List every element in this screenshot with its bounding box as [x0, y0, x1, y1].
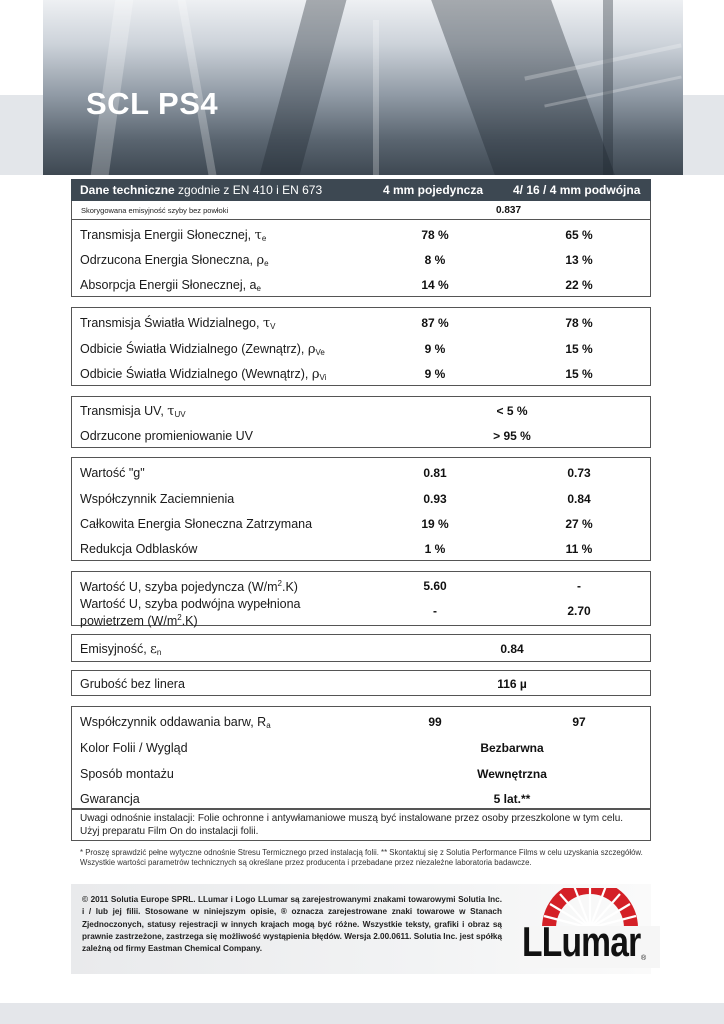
table-row: Emisyjność, $\varepsilon_n$ 0.84: [80, 642, 524, 657]
table-row: Wartość U, szyba podwójna wypełniona powietrzem $(W/m^2.K)$ - 2.70: [80, 597, 591, 628]
visible-light-box: [71, 307, 651, 386]
footnote: * Proszę sprawdzić pełne wytyczne odnośnie Stresu Termicznego przed instalacją folii. ** Skontaktuj się z Solutia Performance Films w celu uzyskania szczegółów. Wszystkie wartości parametrów technicznych są określane przez producenta i przebadane przez niezależne laboratoria badawcze.: [80, 848, 643, 867]
header-label: Dane techniczne zgodnie z EN 410 i EN 673: [80, 183, 323, 197]
table-row: Gwarancja 5 lat.**: [80, 792, 531, 806]
header-col-single: 4 mm pojedyncza: [383, 183, 484, 197]
uv-box: [71, 396, 651, 448]
table-row: Grubość bez linera 116 µ: [80, 677, 527, 691]
emissivity-box: [71, 634, 651, 662]
table-row: Odbicie Światła Widzialnego (Zewnątrz), $\rho_{Ve}$ 9 % 15 %: [80, 342, 593, 357]
table-row: Kolor Folii / Wygląd Bezbarwna: [80, 741, 544, 755]
copyright-text: © 2011 Solutia Europe SPRL. LLumar i Logo LLumar są zarejestrowanymi znakami towarowymi Solutia Inc. i / lub jej filii. Stosowane w niniejszym opisie, ® oznacza zarejestrowane znaki towarowe w Stanach Zjednoczonych, statusy rejestracji w innych krajach mogą być różne. Wszystkie teksty, grafiki i obraz są prawnie zastrzeżone, zastrzega się możliwość wystąpienia błędów. Wersja 2.00.0611. Solutia Inc. jest spółką zależną od firmy Eastman Chemical Company.: [82, 895, 502, 954]
right-band: [683, 95, 724, 175]
table-row: Transmisja Energii Słonecznej, $\tau_e$ 78 % 65 %: [80, 228, 593, 243]
table-row: Odrzucone promieniowanie UV > 95 %: [80, 429, 531, 443]
u-value-box: [71, 571, 651, 626]
g-value-box: [71, 457, 651, 561]
corrected-emissivity-label: Skorygowana emisyjność szyby bez powłoki: [81, 206, 229, 215]
corrected-emissivity-row: [71, 201, 651, 219]
table-row: Redukcja Odblasków 1 % 11 %: [80, 542, 593, 556]
installation-note: Uwagi odnośnie instalacji: Folie ochronne i antywłamaniowe muszą być instalowane przez osoby przeszkolone w tym celu. Użyj preparatu Film On do instalacji folii.: [71, 808, 651, 841]
thickness-box: [71, 670, 651, 696]
table-row: Transmisja Światła Widzialnego, $\tau_V$ 87 % 78 %: [80, 316, 593, 331]
page-title: SCL PS4: [86, 86, 219, 121]
solar-energy-box: [71, 219, 651, 297]
table-header: [71, 179, 651, 201]
table-row: Transmisja UV, $\tau_{UV}$ < 5 %: [80, 404, 528, 419]
corrected-emissivity-value: 0.837: [496, 205, 522, 216]
table-row: Współczynnik Zaciemnienia 0.93 0.84: [80, 492, 591, 506]
logo-registered-mark: ®: [641, 955, 647, 962]
table-row: Odbicie Światła Widzialnego (Wewnątrz), $\rho_{Vi}$ 9 % 15 %: [80, 367, 593, 382]
table-row: Odrzucona Energia Słoneczna, $\rho_e$ 8 % 13 %: [80, 253, 593, 268]
header-col-double: 4/ 16 / 4 mm podwójna: [513, 183, 641, 197]
table-row: Absorpcja Energii Słonecznej, $a_e$ 14 % 22 %: [80, 278, 593, 293]
bottom-band: [0, 1003, 724, 1024]
table-row: Współczynnik oddawania barw, $R_a$ 99 97: [80, 715, 586, 730]
left-band: [0, 95, 43, 175]
table-row: Całkowita Energia Słoneczna Zatrzymana 19 % 27 %: [80, 517, 593, 531]
misc-box: [71, 706, 651, 810]
table-row: Wartość "g" 0.81 0.73: [80, 466, 591, 480]
logo-wordmark: LLumar: [522, 918, 641, 965]
table-row: Sposób montażu Wewnętrzna: [80, 767, 547, 781]
table-row: Wartość U, szyba pojedyncza $(W/m^2.K)$ 5.60 -: [80, 579, 581, 594]
